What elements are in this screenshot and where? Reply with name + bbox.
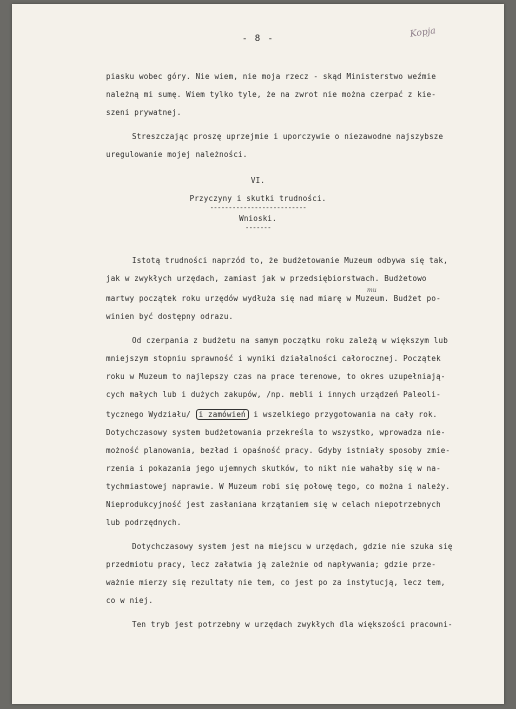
- section-number: VI.: [250, 176, 266, 185]
- document-page: [12, 4, 504, 704]
- handwritten-annotation: Kopja: [409, 26, 437, 40]
- text-line: Ten tryb jest potrzebny w urzędach zwykłych dla większości pracowni-: [132, 620, 453, 629]
- text-line: uregulowanie mojej należności.: [106, 150, 248, 159]
- text-line: przedmiotu pracy, lecz załatwia ją zależnie od napływania; gdzie prze-: [106, 560, 437, 569]
- text-line: winien być dostępny odrazu.: [106, 312, 234, 321]
- text-line: Streszczając proszę uprzejmie i uporczywie o niezawodne najszybsze: [132, 132, 444, 141]
- text-line: Nieprodukcyjność jest zasłaniana krzątaniem się w celach niepotrzebnych: [106, 500, 441, 509]
- text-line: mniejszym stopniu sprawność i wyniki działalności całorocznej. Początek: [106, 354, 441, 363]
- text-line: tychmiastowej naprawie. W Muzeum robi się połowę tego, co można i należy.: [106, 482, 451, 491]
- text-line: szeni prywatnej.: [106, 108, 182, 117]
- text-line: ważnie mierzy się rezultaty nie tem, co jest po za instytucją, lecz tem,: [106, 578, 446, 587]
- text-line: cych małych lub i dużych zakupów, /np. mebli i innych urządzeń Paleoli-: [106, 390, 441, 399]
- text-fragment: tycznego Wydziału/: [106, 410, 191, 419]
- text-line: roku w Muzeum to najlepszy czas na prace terenowe, to okres uzupełniają-: [106, 372, 446, 381]
- text-line: należną mi sumę. Wiem tylko tyle, że na zwrot nie można czerpać z kie-: [106, 90, 437, 99]
- section-subtitle: Wnioski.: [239, 214, 277, 223]
- section-title: Przyczyny i skutki trudności.: [189, 194, 327, 203]
- text-line: piasku wobec góry. Nie wiem, nie moja rzecz - skąd Ministerstwo weźmie: [106, 72, 437, 81]
- text-line: lub podrzędnych.: [106, 518, 182, 527]
- text-line: możność planowania, bezład i opaśność pracy. Gdyby istniały sposoby zmie-: [106, 446, 451, 455]
- text-line: [106, 410, 437, 419]
- text-line: Istotą trudności naprzód to, że budżetowanie Muzeum odbywa się tak,: [132, 256, 448, 265]
- text-line: martwy początek roku urzędów wydłuża się nad miarę w Muzeum. Budżet po-: [106, 294, 441, 303]
- section-title-underline: --------------------------: [209, 204, 307, 212]
- page-number: - 8 -: [241, 34, 275, 44]
- text-line: jak w zwykłych urzędach, zamiast jak w przedsiębiorstwach. Budżetowo: [106, 274, 427, 283]
- text-fragment: i wszelkiego przygotowania na cały rok.: [253, 410, 438, 419]
- text-line: Dotychczasowy system budżetowania przekreśla to wszystko, wprowadza nie-: [106, 428, 446, 437]
- text-line: Dotychczasowy system jest na miejscu w urzędach, gdzie nie szuka się: [132, 542, 453, 551]
- section-subtitle-underline: -------: [244, 224, 271, 232]
- text-line: rzenia i pokazania jego ujemnych skutków, to nikt nie wahałby się w na-: [106, 464, 441, 473]
- text-line: co w niej.: [106, 596, 154, 605]
- text-line: Od czerpania z budżetu na samym początku roku zależą w większym lub: [132, 336, 448, 345]
- handwritten-correction: mu: [367, 287, 377, 294]
- boxed-handwritten-insert: i zamówień: [196, 409, 249, 420]
